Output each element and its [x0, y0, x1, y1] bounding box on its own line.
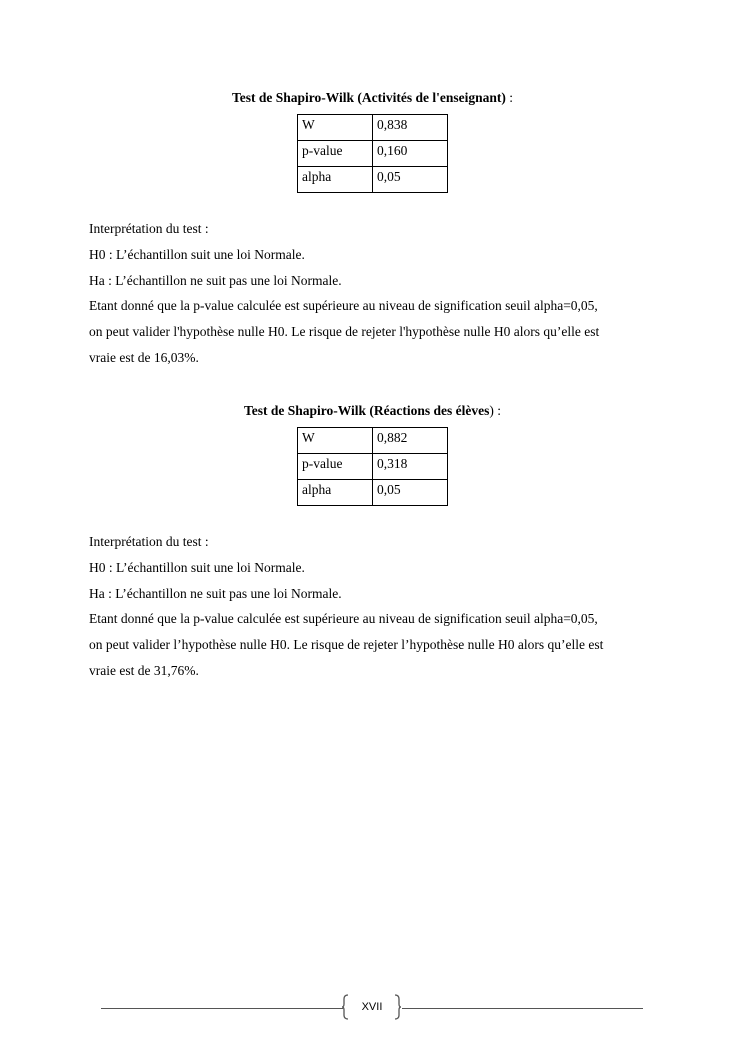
- footer-rule-left: [101, 1008, 343, 1009]
- stats-table: [297, 427, 448, 506]
- section-title-suffix: :: [505, 90, 514, 105]
- stat-label: alpha: [298, 480, 373, 506]
- stat-value: 0,318: [373, 454, 448, 480]
- stat-value: 0,05: [373, 480, 448, 506]
- table-row: [298, 167, 448, 193]
- interpretation-heading: Interprétation du test :: [89, 534, 209, 549]
- conclusion-line-1: Etant donné que la p-value calculée est supérieure au niveau de signification seuil alpha=0,05,: [89, 298, 598, 314]
- hypothesis-h0: H0 : L’échantillon suit une loi Normale.: [89, 246, 305, 262]
- hypothesis-h0: H0 : L’échantillon suit une loi Normale.: [89, 559, 305, 575]
- section-title-bold: Test de Shapiro-Wilk (Activités de l'enseignant): [231, 90, 506, 105]
- stats-table: [297, 114, 448, 193]
- interpretation-block-students: [89, 529, 664, 684]
- table-row: [298, 141, 448, 167]
- stat-label: W: [298, 428, 373, 454]
- interpretation-block-teacher: [89, 216, 664, 371]
- conclusion-line-2: on peut valider l'hypothèse nulle H0. Le risque de rejeter l'hypothèse nulle H0 alors qu’elle est: [89, 324, 600, 340]
- stat-label: p-value: [298, 454, 373, 480]
- stat-label: alpha: [298, 167, 373, 193]
- footer-rule-right: [402, 1008, 643, 1009]
- hypothesis-ha: Ha : L’échantillon ne suit pas une loi Normale.: [89, 272, 342, 288]
- stat-label: p-value: [298, 141, 373, 167]
- conclusion-line-1: Etant donné que la p-value calculée est supérieure au niveau de signification seuil alpha=0,05,: [89, 611, 598, 627]
- hypothesis-ha: Ha : L’échantillon ne suit pas une loi Normale.: [89, 585, 342, 601]
- left-brace-icon: [341, 994, 349, 1020]
- shapiro-wilk-section-teacher: [0, 88, 745, 193]
- page-footer: [0, 994, 745, 1022]
- section-title-bold: Test de Shapiro-Wilk (Réactions des élèves: [243, 403, 490, 418]
- section-title: [0, 401, 745, 421]
- stat-value: 0,05: [373, 167, 448, 193]
- section-title-suffix: ) :: [489, 403, 501, 418]
- stat-value: 0,160: [373, 141, 448, 167]
- section-title: [0, 88, 745, 108]
- shapiro-wilk-section-students: [0, 401, 745, 506]
- conclusion-line-2: on peut valider l’hypothèse nulle H0. Le risque de rejeter l’hypothèse nulle H0 alors qu’elle est: [89, 637, 604, 653]
- table-row: [298, 454, 448, 480]
- stat-label: W: [298, 115, 373, 141]
- table-row: [298, 428, 448, 454]
- stat-value: 0,882: [373, 428, 448, 454]
- interpretation-heading: Interprétation du test :: [89, 221, 209, 236]
- conclusion-line-3: vraie est de 16,03%.: [89, 349, 199, 365]
- table-row: [298, 480, 448, 506]
- table-row: [298, 115, 448, 141]
- conclusion-line-3: vraie est de 31,76%.: [89, 662, 199, 678]
- stat-value: 0,838: [373, 115, 448, 141]
- right-brace-icon: [394, 994, 402, 1020]
- page-number: XVII: [361, 1001, 383, 1013]
